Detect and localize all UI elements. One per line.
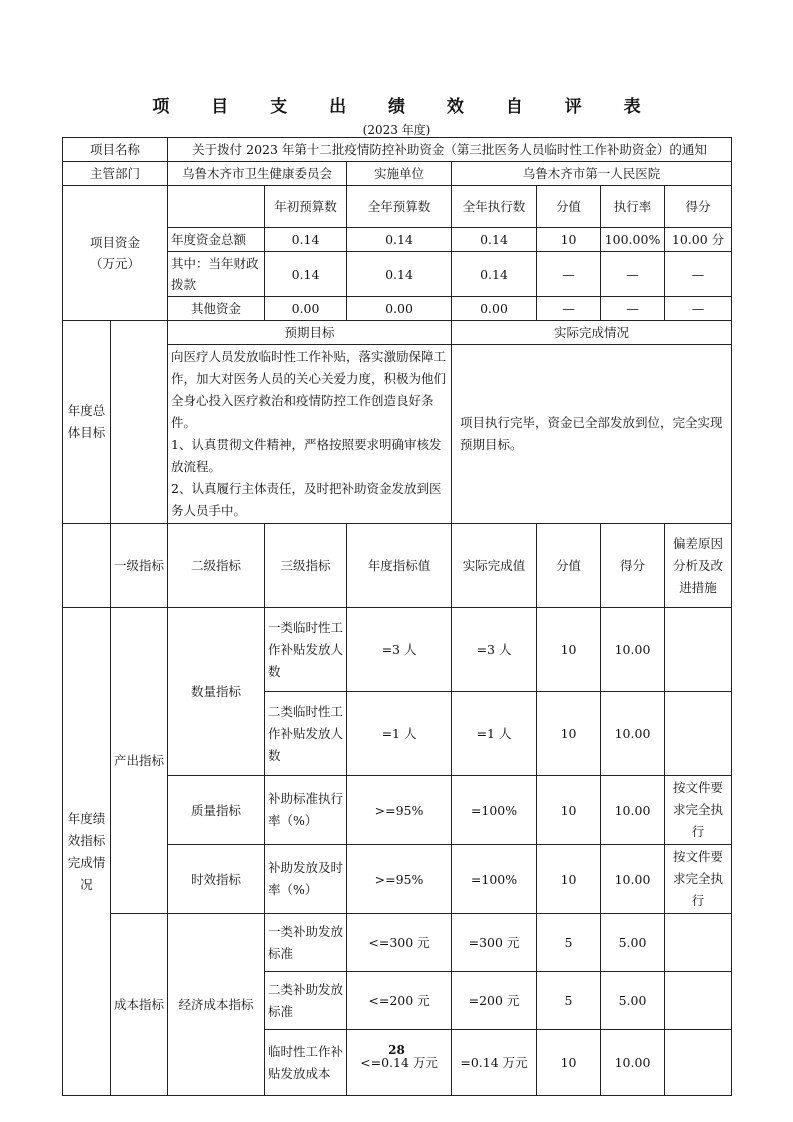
got-value: 10.00 <box>601 845 665 914</box>
third-indicator: 补助发放及时率（%） <box>265 845 347 914</box>
actual-value: =300 元 <box>452 914 537 972</box>
funds-cell: — <box>665 297 732 321</box>
funds-cell: 10.00 分 <box>665 228 732 252</box>
goals-spacer <box>111 321 168 524</box>
score-value: 10 <box>537 692 601 776</box>
timeliness-indicator-label: 时效指标 <box>168 845 265 914</box>
third-indicator: 二类补助发放标准 <box>265 972 347 1030</box>
funds-cell: 0.14 <box>265 252 347 297</box>
impl-value: 乌鲁木齐市第一人民医院 <box>452 162 732 186</box>
target-value: =1 人 <box>347 692 452 776</box>
funds-cell: 0.14 <box>347 228 452 252</box>
actual-value: =0.14 万元 <box>452 1030 537 1096</box>
expected-goal-text: 向医疗人员发放临时性工作补贴，落实激励保障工作，加大对医务人员的关心关爱力度，积极为他们全身心投入医疗救治和疫情防控工作创造良好条件。 1、认真贯彻文件精神，严格按照要求明确审核发放流程。 2、认真履行主体责任，及时把补助资金发放到医务人员手中。 <box>168 345 452 524</box>
actual-value: =3 人 <box>452 608 537 692</box>
funds-cell: 0.14 <box>452 252 537 297</box>
funds-corner <box>168 186 265 228</box>
funds-header: 分值 <box>537 186 601 228</box>
deviation-note <box>665 972 732 1030</box>
actual-result-header: 实际完成情况 <box>452 321 732 345</box>
indicator-corner <box>63 524 111 608</box>
indicator-header: 二级指标 <box>168 524 265 608</box>
output-indicator-label: 产出指标 <box>111 608 168 914</box>
deviation-note: 按文件要求完全执行 <box>665 776 732 845</box>
funds-cell: — <box>601 252 665 297</box>
funds-cell: 0.00 <box>265 297 347 321</box>
funds-row-label: 年度资金总额 <box>168 228 265 252</box>
funds-cell: — <box>537 297 601 321</box>
indicators-section-label: 年度绩效指标完成情况 <box>63 608 111 1096</box>
funds-header: 得分 <box>665 186 732 228</box>
got-value: 5.00 <box>601 914 665 972</box>
funds-header: 全年预算数 <box>347 186 452 228</box>
funds-header: 年初预算数 <box>265 186 347 228</box>
third-indicator: 二类临时性工作补贴发放人数 <box>265 692 347 776</box>
deviation-note <box>665 914 732 972</box>
indicator-header: 三级指标 <box>265 524 347 608</box>
funds-cell: — <box>665 252 732 297</box>
funds-cell: — <box>537 252 601 297</box>
indicator-header: 一级指标 <box>111 524 168 608</box>
expected-goal-header: 预期目标 <box>168 321 452 345</box>
actual-value: =100% <box>452 776 537 845</box>
economic-indicator-label: 经济成本指标 <box>168 914 265 1096</box>
actual-value: =100% <box>452 845 537 914</box>
funds-row-label: 其中：当年财政拨款 <box>168 252 265 297</box>
funds-row-label: 其他资金 <box>168 297 265 321</box>
funds-cell: 0.14 <box>265 228 347 252</box>
third-indicator: 临时性工作补贴发放成本 <box>265 1030 347 1096</box>
indicator-header: 年度指标值 <box>347 524 452 608</box>
got-value: 5.00 <box>601 972 665 1030</box>
deviation-note <box>665 692 732 776</box>
actual-value: =200 元 <box>452 972 537 1030</box>
got-value: 10.00 <box>601 692 665 776</box>
funds-label <box>63 186 168 321</box>
indicator-header: 分值 <box>537 524 601 608</box>
deviation-note <box>665 1030 732 1096</box>
score-value: 5 <box>537 972 601 1030</box>
score-value: 10 <box>537 1030 601 1096</box>
funds-cell: 0.14 <box>347 252 452 297</box>
indicator-header: 偏差原因分析及改进措施 <box>665 524 732 608</box>
funds-cell: — <box>601 297 665 321</box>
target-value: =3 人 <box>347 608 452 692</box>
impl-label: 实施单位 <box>347 162 452 186</box>
report-year: (2023 年度) <box>362 123 431 137</box>
score-value: 10 <box>537 608 601 692</box>
target-value: <=200 元 <box>347 972 452 1030</box>
actual-result-text: 项目执行完毕，资金已全部发放到位，完全实现预期目标。 <box>452 345 732 524</box>
target-value: >=95% <box>347 845 452 914</box>
third-indicator: 一类临时性工作补贴发放人数 <box>265 608 347 692</box>
got-value: 10.00 <box>601 1030 665 1096</box>
got-value: 10.00 <box>601 776 665 845</box>
indicator-header: 实际完成值 <box>452 524 537 608</box>
page-title: 项 目 支 出 绩 效 自 评 表 <box>152 97 659 117</box>
third-indicator: 一类补助发放标准 <box>265 914 347 972</box>
funds-cell: 0.14 <box>452 228 537 252</box>
score-value: 5 <box>537 914 601 972</box>
funds-label-line1: 项目资金 <box>90 235 141 250</box>
target-value: >=95% <box>347 776 452 845</box>
third-indicator: 补助标准执行率（%） <box>265 776 347 845</box>
deviation-note <box>665 608 732 692</box>
funds-cell: 0.00 <box>347 297 452 321</box>
dept-value: 乌鲁木齐市卫生健康委员会 <box>168 162 347 186</box>
funds-label-line2: （万元） <box>90 256 141 271</box>
target-value: <=300 元 <box>347 914 452 972</box>
page-number: 28 <box>388 1043 405 1057</box>
project-name-label: 项目名称 <box>63 138 168 162</box>
actual-value: =1 人 <box>452 692 537 776</box>
target-value: <=0.14 万元 <box>347 1030 452 1096</box>
score-value: 10 <box>537 776 601 845</box>
indicator-header: 得分 <box>601 524 665 608</box>
quantity-indicator-label: 数量指标 <box>168 608 265 776</box>
got-value: 10.00 <box>601 608 665 692</box>
project-name-value: 关于拨付 2023 年第十二批疫情防控补助资金（第三批医务人员临时性工作补助资金）的通知 <box>168 138 732 162</box>
funds-cell: 100.00% <box>601 228 665 252</box>
funds-cell: 0.00 <box>452 297 537 321</box>
dept-label: 主管部门 <box>63 162 168 186</box>
deviation-note: 按文件要求完全执行 <box>665 845 732 914</box>
funds-header: 执行率 <box>601 186 665 228</box>
funds-cell: 10 <box>537 228 601 252</box>
cost-indicator-label: 成本指标 <box>111 914 168 1096</box>
quality-indicator-label: 质量指标 <box>168 776 265 845</box>
goals-label: 年度总体目标 <box>63 321 111 524</box>
score-value: 10 <box>537 845 601 914</box>
self-evaluation-table <box>62 137 732 1096</box>
funds-header: 全年执行数 <box>452 186 537 228</box>
